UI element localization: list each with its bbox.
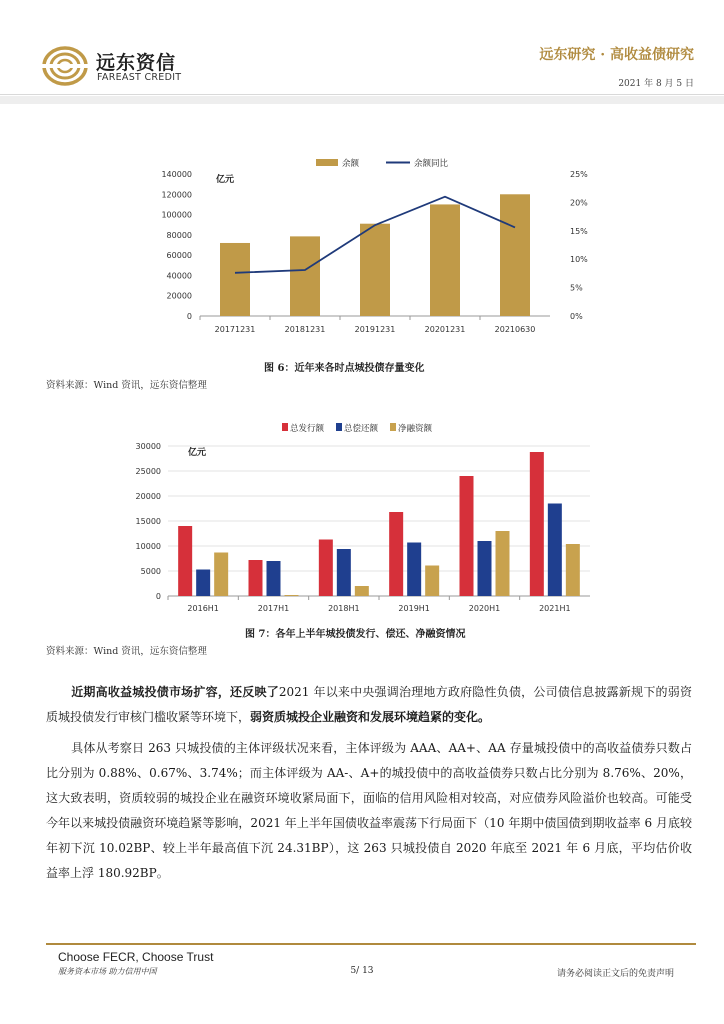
- bar-repayment: [407, 543, 421, 597]
- bar-repayment: [548, 504, 562, 597]
- y-left-tick-label: 140000: [161, 170, 192, 179]
- x-tick-label: 20181231: [284, 325, 326, 334]
- x-tick-label: 20171231: [214, 325, 256, 334]
- chart-issuance: [130, 418, 600, 618]
- bar-net-financing: [214, 553, 228, 597]
- x-tick-label: 20210630: [494, 325, 536, 334]
- legend-label-yoy: 余额同比: [414, 159, 449, 169]
- y-right-tick-label: 0%: [570, 312, 583, 321]
- bar-repayment: [478, 541, 492, 596]
- bar-balance: [220, 243, 250, 316]
- y-left-tick-label: 120000: [161, 190, 192, 200]
- paragraph-1-text: 2021 年以来中央强调治理地方政府隐性负债，公司债信息披露新规下的弱资质城投债发行审核门槛收紧等环境下，: [46, 685, 692, 724]
- bar-repayment: [337, 549, 351, 596]
- header-band: [0, 96, 724, 104]
- legend-issuance-swatch: [282, 423, 288, 431]
- bar-issuance: [249, 560, 263, 596]
- y-right-tick-label: 25%: [570, 170, 588, 179]
- y-tick-label: 30000: [135, 442, 161, 451]
- bar-issuance: [530, 452, 544, 596]
- bar-net-financing: [425, 566, 439, 597]
- logo-text-cn: 远东资信: [96, 52, 177, 74]
- bar-issuance: [460, 476, 474, 596]
- bar-balance: [290, 236, 320, 316]
- x-tick-label: 2018H1: [328, 604, 360, 613]
- footer-slogan: Choose FECR, Choose Trust: [58, 950, 214, 964]
- logo-icon: [42, 46, 88, 86]
- y-tick-label: 0: [155, 592, 161, 601]
- x-tick-label: 2020H1: [468, 604, 501, 613]
- bar-issuance: [389, 512, 403, 596]
- footer-subslogan: 服务资本市场 助力信用中国: [58, 967, 157, 976]
- unit-label: 亿元: [188, 448, 207, 458]
- legend-net-financing-label: 净融资额: [398, 424, 433, 434]
- x-tick-label: 2017H1: [257, 604, 290, 613]
- y-right-tick-label: 10%: [570, 255, 588, 265]
- header-divider: [0, 94, 724, 95]
- unit-label: 亿元: [216, 175, 235, 185]
- legend-issuance-label: 总发行额: [290, 424, 325, 434]
- y-right-tick-label: 15%: [570, 226, 588, 236]
- paragraph-1-bold-tail: 弱资质城投企业融资和发展环境趋紧的变化。: [250, 710, 491, 724]
- paragraph-2-text: 具体从考察日 263 只城投债的主体评级状况来看，主体评级为 AAA、AA+、AA 存量城投债中的高收益债券只数占比分别为 0.88%、0.67%、3.74%；而主体评级为 AA-、A+的城投债中的高收益债券只数占比分别为 8.76%、20%，这大致表明，资质较弱的城投企业在融资环境收紧局面下，面临的信用风险相对较高，对应债券风险溢价也较高。可能受今年以来城投债融资环境趋紧等影响，2021 年上半年国债收益率震荡下行局面下（10 年期中债国债到期收益率 6 月底较年初下沉 10.02BP、较上半年最高值下沉 24.31BP），这 263 只城投债自 2020 年底至 2021 年 6 月底，平均估价收益率上浮 180.92BP。: [46, 741, 692, 880]
- figure-7-source: 资料来源：Wind 资讯，远东资信整理: [46, 646, 207, 657]
- y-left-tick-label: 100000: [161, 210, 192, 220]
- bar-balance: [360, 224, 390, 316]
- figure-6-source: 资料来源：Wind 资讯，远东资信整理: [46, 380, 207, 391]
- legend-swatch-balance: [316, 159, 338, 166]
- y-right-tick-label: 20%: [570, 198, 588, 208]
- y-tick-label: 15000: [135, 517, 161, 526]
- legend-repayment-label: 总偿还额: [344, 424, 379, 434]
- legend-label-balance: 余额: [342, 159, 360, 169]
- bar-issuance: [319, 540, 333, 597]
- paragraph-1: [46, 680, 692, 730]
- bar-net-financing: [566, 544, 580, 596]
- bar-repayment: [196, 570, 210, 597]
- legend-net-financing-swatch: [390, 423, 396, 431]
- report-date: 2021 年 8 月 5 日: [618, 79, 694, 89]
- chart-stock-balance: [150, 152, 600, 342]
- paragraph-2: [46, 736, 692, 886]
- legend-repayment-swatch: [336, 423, 342, 431]
- bar-net-financing: [285, 595, 299, 596]
- bar-balance: [430, 204, 460, 316]
- y-tick-label: 10000: [135, 542, 161, 551]
- bar-net-financing: [355, 586, 369, 596]
- y-left-tick-label: 60000: [166, 251, 192, 261]
- y-right-tick-label: 5%: [570, 283, 583, 293]
- logo-text-en: FAREAST CREDIT: [97, 72, 182, 83]
- footer-disclaimer: 请务必阅读正文后的免责声明: [556, 969, 674, 979]
- y-left-tick-label: 40000: [166, 271, 192, 281]
- x-tick-label: 20201231: [424, 325, 466, 334]
- x-tick-label: 2021H1: [539, 604, 571, 613]
- x-tick-label: 2019H1: [398, 604, 430, 613]
- paragraph-1-bold-lead: 近期高收益城投债市场扩容，还反映了: [71, 685, 279, 699]
- y-tick-label: 25000: [135, 467, 161, 476]
- y-left-tick-label: 20000: [166, 291, 192, 301]
- bar-net-financing: [496, 531, 510, 596]
- x-tick-label: 2016H1: [187, 604, 219, 613]
- page-number: 5/ 13: [350, 966, 374, 976]
- y-tick-label: 5000: [140, 567, 161, 576]
- y-tick-label: 20000: [135, 492, 161, 501]
- figure-6-caption: 图 6：近年来各时点城投债存量变化: [264, 363, 425, 374]
- figure-7-caption: 图 7：各年上半年城投债发行、偿还、净融资情况: [245, 629, 466, 640]
- bar-repayment: [267, 561, 281, 596]
- footer-divider: [46, 943, 696, 945]
- x-tick-label: 20191231: [354, 325, 396, 334]
- report-series: 远东研究 · 高收益债研究: [539, 47, 694, 63]
- y-left-tick-label: 0: [186, 312, 192, 321]
- bar-balance: [500, 194, 530, 316]
- bar-issuance: [178, 526, 192, 596]
- y-left-tick-label: 80000: [166, 230, 192, 240]
